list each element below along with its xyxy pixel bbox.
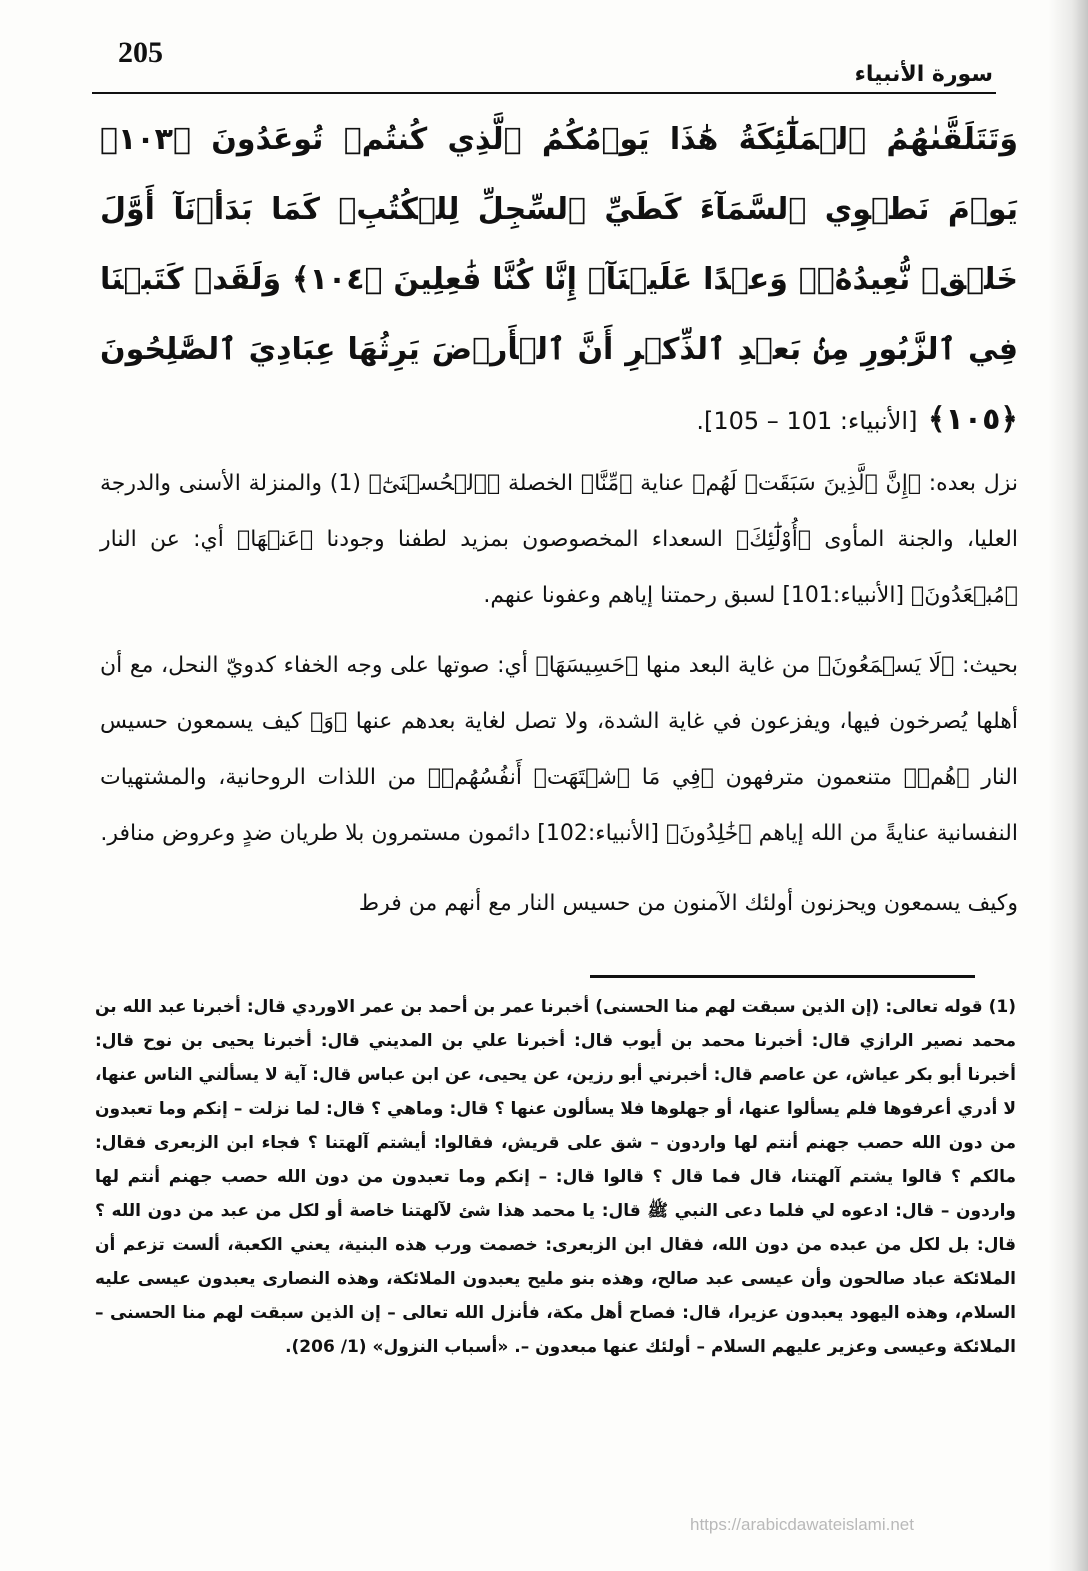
quran-verses: وَتَتَلَقَّىٰهُمُ ٱلۡمَلَٰٓئِكَةُ هَٰذَا يَوۡمُكُمُ ٱلَّذِي كُنتُمۡ تُوعَدُونَ ﴿١٠٣﴾ يَوۡمَ نَطۡوِي ٱلسَّمَآءَ كَطَيِّ ٱلسِّجِلِّ لِلۡكُتُبِۚ كَمَا بَدَأۡنَآ أَوَّلَ خَلۡقٖ نُّعِيدُهُۥۚ وَعۡدًا عَلَيۡنَآۚ إِنَّا كُنَّا فَٰعِلِينَ ﴿١٠٤﴾ وَلَقَدۡ كَتَبۡنَا فِي ٱلزَّبُورِ مِنۢ بَعۡدِ ٱلذِّكۡرِ أَنَّ ٱلۡأَرۡضَ يَرِثُهَا عِبَادِيَ ٱلصَّٰلِحُونَ ﴿١٠٥﴾	[100, 122, 1018, 437]
footnote-separator	[590, 975, 975, 978]
tafsir-paragraph-3: وكيف يسمعون ويحزنون أولئك الآمنون من حسيس النار مع أنهم من فرط	[358, 891, 1018, 916]
page-number: 205	[118, 36, 163, 69]
scan-edge-shadow	[1048, 0, 1088, 1571]
tafsir-paragraph-2: بحيث: ﴿لَا يَسۡمَعُونَ﴾ من غاية البعد منها ﴿حَسِيسَهَا﴾ أي: صوتها على وجه الخفاء كدويّ النحل، مع أن أهلها يُصرخون فيها، ويفزعون في غاية الشدة، ولا تصل لغاية بعدهم عنها ﴿وَ﴾ كيف يسمعون حسيس النار ﴿هُمۡ﴾ متنعمون مترفهون ﴿فِي مَا ٱشۡتَهَتۡ أَنفُسُهُمۡ﴾ من اللذات الروحانية، والمشتهيات النفسانية عنايةً من الله إياهم ﴿خَٰلِدُونَ﴾ [الأنبياء:102] دائمون مستمرون بلا طريان ضدٍ وعروض منافر.	[100, 653, 1018, 846]
page-body	[100, 105, 1018, 932]
verse-reference: [الأنبياء: 101 – 105].	[696, 407, 918, 435]
quran-verses-block	[100, 105, 1018, 456]
website-watermark: https://arabicdawateislami.net	[690, 1515, 914, 1534]
tafsir-paragraph-1: نزل بعده: ﴿إِنَّ ٱلَّذِينَ سَبَقَتۡ لَهُم﴾ عناية ﴿مِّنَّا﴾ الخصلة ﴿ٱلۡحُسۡنَىٰٓ﴾ (1) والمنزلة الأسنى والدرجة العليا، والجنة المأوى ﴿أُوْلَٰٓئِكَ﴾ السعداء المخصوصون بمزيد لطفنا وجودنا ﴿عَنۡهَا﴾ أي: عن النار ﴿مُبۡعَدُونَ﴾ [الأنبياء:101] لسبق رحمتنا إياهم وعفونا عنهم.	[100, 471, 1018, 608]
footnote: (1) قوله تعالى: (إن الذين سبقت لهم منا الحسنى) أخبرنا عمر بن أحمد بن عمر الاوردي قال: أخبرنا عبد الله بن محمد نصير الرازي قال: أخبرنا محمد بن أيوب قال: أخبرنا علي بن المديني قال: أخبرنا يحيى بن نوح قال: أخبرنا أبو بكر عياش، عن عاصم قال: أخبرني أبو رزين، عن يحيى، عن ابن عباس قال: آية لا يسألني الناس عنها، لا أدري أعرفوها فلم يسألوا عنها، أو جهلوها فلا يسألون عنها ؟ قال: وماهي ؟ قال: لما نزلت – إنكم وما تعبدون من دون الله حصب جهنم أنتم لها واردون – شق على قريش، فقالوا: أيشتم آلهتنا ؟ فجاء ابن الزبعرى فقال: مالكم ؟ قالوا يشتم آلهتنا، قال فما قال ؟ قالوا قال: – إنكم وما تعبدون من دون الله حصب جهنم أنتم لها واردون – قال: ادعوه لي فلما دعى النبي ﷺ قال: يا محمد هذا شئ لآلهتنا خاصة أو لكل من عبد من دون الله ؟ قال: بل لكل من عبده من دون الله، فقال ابن الزبعرى: خصمت ورب هذه البنية، يعني الكعبة، ألست تزعم أن الملائكة عباد صالحون وأن عيسى عبد صالح، وهذه بنو مليح يعبدون الملائكة، وهذه النصارى يعبدون عيسى عليه السلام، وهذه اليهود يعبدون عزيرا، قال: فصاح أهل مكة، فأنزل الله تعالى – إن الذين سبقت لهم منا الحسنى – الملائكة وعيسى وعزير عليهم السلام – أولئك عنها مبعدون –. «أسباب النزول» (1/ 206).	[95, 997, 1016, 1357]
header-rule	[92, 92, 996, 94]
surah-name-header: سورة الأنبياء	[854, 62, 993, 87]
